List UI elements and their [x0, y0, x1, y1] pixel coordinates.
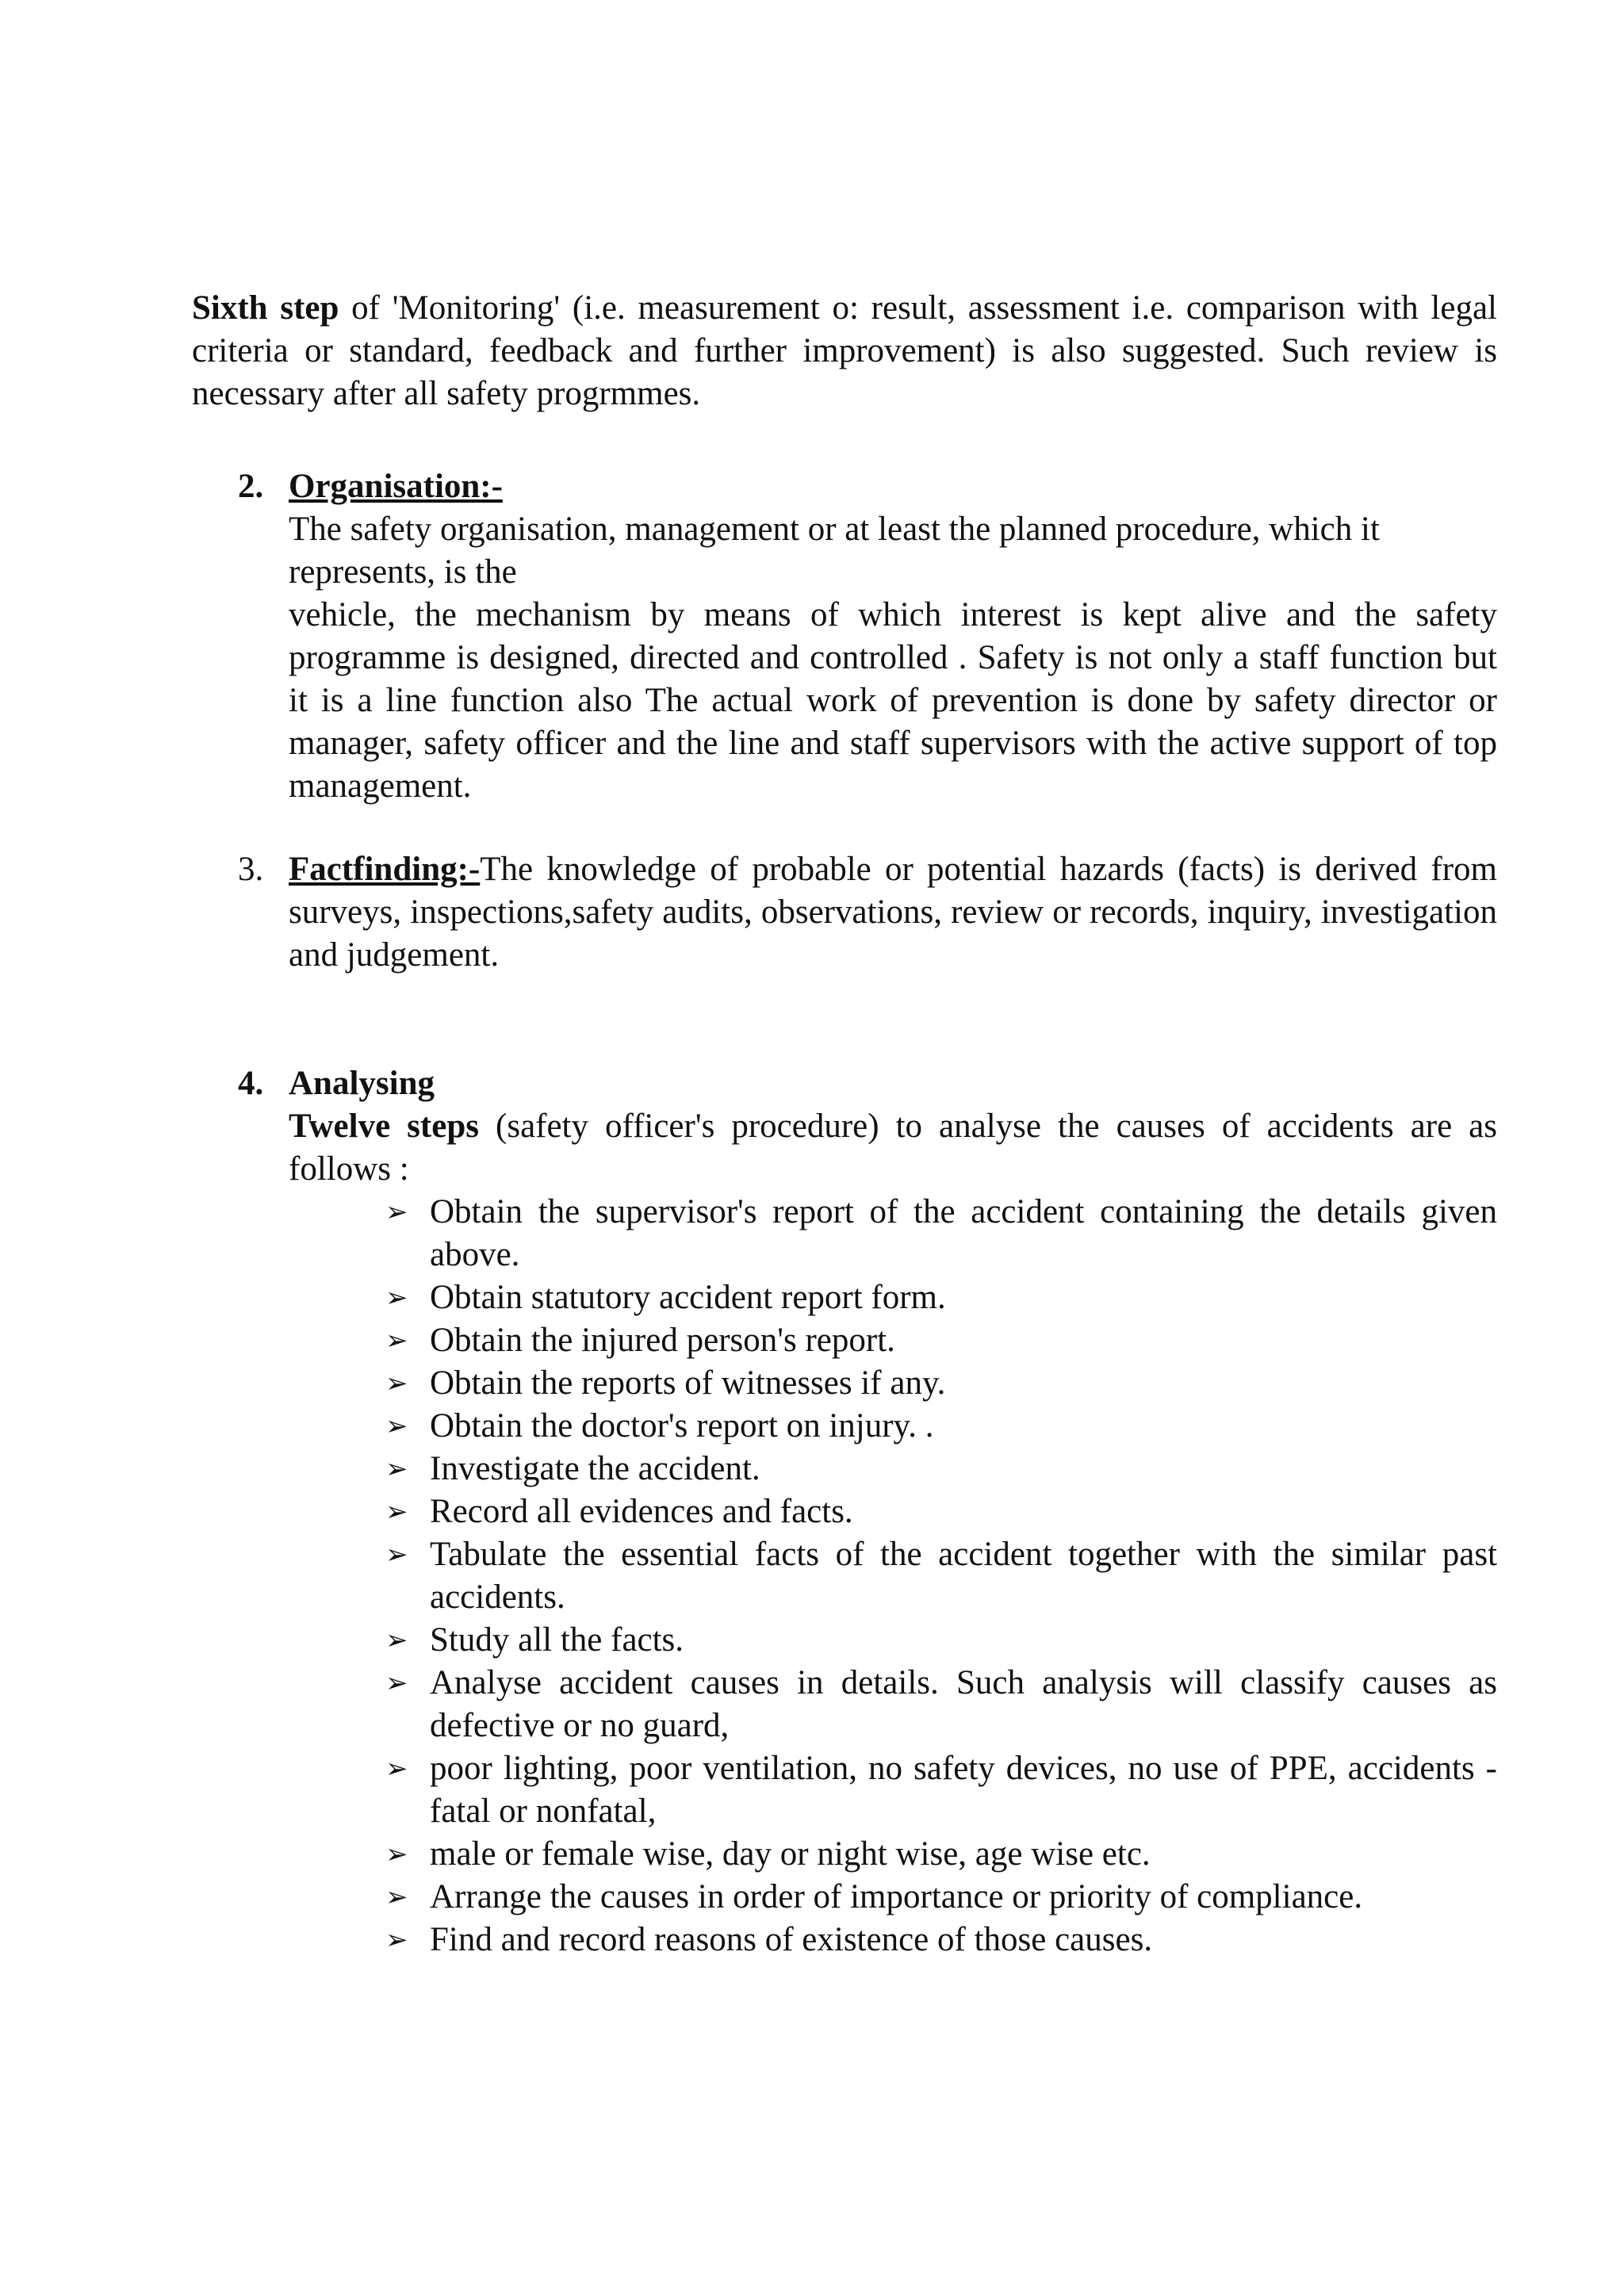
arrow-bullet-icon: ➢ — [385, 1881, 408, 1913]
intro-paragraph — [192, 287, 1497, 415]
list-item-text: Study all the facts. — [430, 1621, 684, 1659]
arrow-bullet-icon: ➢ — [385, 1839, 408, 1870]
list-item — [381, 1662, 1497, 1747]
intro-bold-lead: Sixth step — [192, 289, 339, 327]
list-item-text: Obtain the injured person's report. — [430, 1322, 895, 1359]
section-number: 2. — [238, 468, 264, 505]
arrow-bullet-icon: ➢ — [385, 1282, 408, 1314]
list-item-text: Obtain the doctor's report on injury. . — [430, 1407, 934, 1445]
section-bold-lead: Twelve steps — [289, 1108, 479, 1145]
list-item — [381, 1362, 1497, 1405]
list-item-text: Obtain statutory accident report form. — [430, 1279, 946, 1316]
bullet-list — [381, 1191, 1497, 1961]
list-item — [381, 1876, 1497, 1919]
section-heading: Analysing — [289, 1065, 435, 1102]
list-item — [381, 1319, 1497, 1362]
section-text: The knowledge of probable or potential hazards (facts) is derived from surveys, inspections,safety audits, observations, review or records, inquiry, investigation and judgement. — [289, 851, 1497, 974]
list-item-text: Arrange the causes in order of importance or priority of compliance. — [430, 1878, 1363, 1915]
list-item — [381, 1833, 1497, 1876]
arrow-bullet-icon: ➢ — [385, 1539, 408, 1571]
arrow-bullet-icon: ➢ — [385, 1753, 408, 1785]
section-factfinding — [192, 848, 1497, 977]
arrow-bullet-icon: ➢ — [385, 1667, 408, 1699]
list-item-text: Investigate the accident. — [430, 1450, 760, 1487]
list-item — [381, 1747, 1497, 1833]
arrow-bullet-icon: ➢ — [385, 1196, 408, 1228]
list-item — [381, 1533, 1497, 1619]
arrow-bullet-icon: ➢ — [385, 1368, 408, 1399]
list-item — [381, 1405, 1497, 1448]
section-paragraph: vehicle, the mechanism by means of which interest is kept alive and the safety programme is designed, directed and controlled . Safety is not only a staff function but it is a line function also The actual work of prevention is done by safety director or manager, safety officer and the line and staff supervisors with the active support of top management. — [289, 596, 1497, 805]
section-number: 3. — [238, 851, 264, 888]
arrow-bullet-icon: ➢ — [385, 1624, 408, 1656]
arrow-bullet-icon: ➢ — [385, 1924, 408, 1956]
list-item-text: Record all evidences and facts. — [430, 1493, 853, 1530]
arrow-bullet-icon: ➢ — [385, 1410, 408, 1442]
list-item — [381, 1919, 1497, 1961]
list-item-text: Obtain the supervisor's report of the accident containing the details given above. — [430, 1193, 1497, 1273]
list-item-text: poor lighting, poor ventilation, no safety devices, no use of PPE, accidents - fatal or nonfatal, — [430, 1750, 1497, 1830]
section-heading: Factfinding:- — [289, 851, 481, 888]
section-text: (safety officer's procedure) to analyse the causes of accidents are as follows : — [289, 1108, 1497, 1188]
list-item — [381, 1619, 1497, 1662]
list-item — [381, 1191, 1497, 1276]
list-item-text: Obtain the reports of witnesses if any. — [430, 1364, 946, 1402]
list-item-text: Find and record reasons of existence of those causes. — [430, 1921, 1153, 1958]
section-number: 4. — [238, 1065, 264, 1102]
arrow-bullet-icon: ➢ — [385, 1453, 408, 1485]
arrow-bullet-icon: ➢ — [385, 1325, 408, 1357]
list-item-text: Analyse accident causes in details. Such analysis will classify causes as defective or no guard, — [430, 1664, 1497, 1744]
list-item-text: male or female wise, day or night wise, age wise etc. — [430, 1835, 1151, 1873]
section-paragraph: The safety organisation, management or at least the planned procedure, which it represents, is the — [289, 511, 1380, 591]
list-item — [381, 1276, 1497, 1319]
arrow-bullet-icon: ➢ — [385, 1496, 408, 1528]
section-analysing — [192, 1062, 1497, 1191]
section-heading: Organisation:- — [289, 468, 503, 505]
section-organisation — [192, 465, 1497, 808]
list-item — [381, 1448, 1497, 1490]
list-item — [381, 1490, 1497, 1533]
list-item-text: Tabulate the essential facts of the accident together with the similar past accidents. — [430, 1536, 1497, 1616]
intro-text: of 'Monitoring' (i.e. measurement o: result, assessment i.e. comparison with legal criteria or standard, feedback and further improvement) is also suggested. Such review is necessary after all safety progrmmes. — [192, 289, 1497, 412]
